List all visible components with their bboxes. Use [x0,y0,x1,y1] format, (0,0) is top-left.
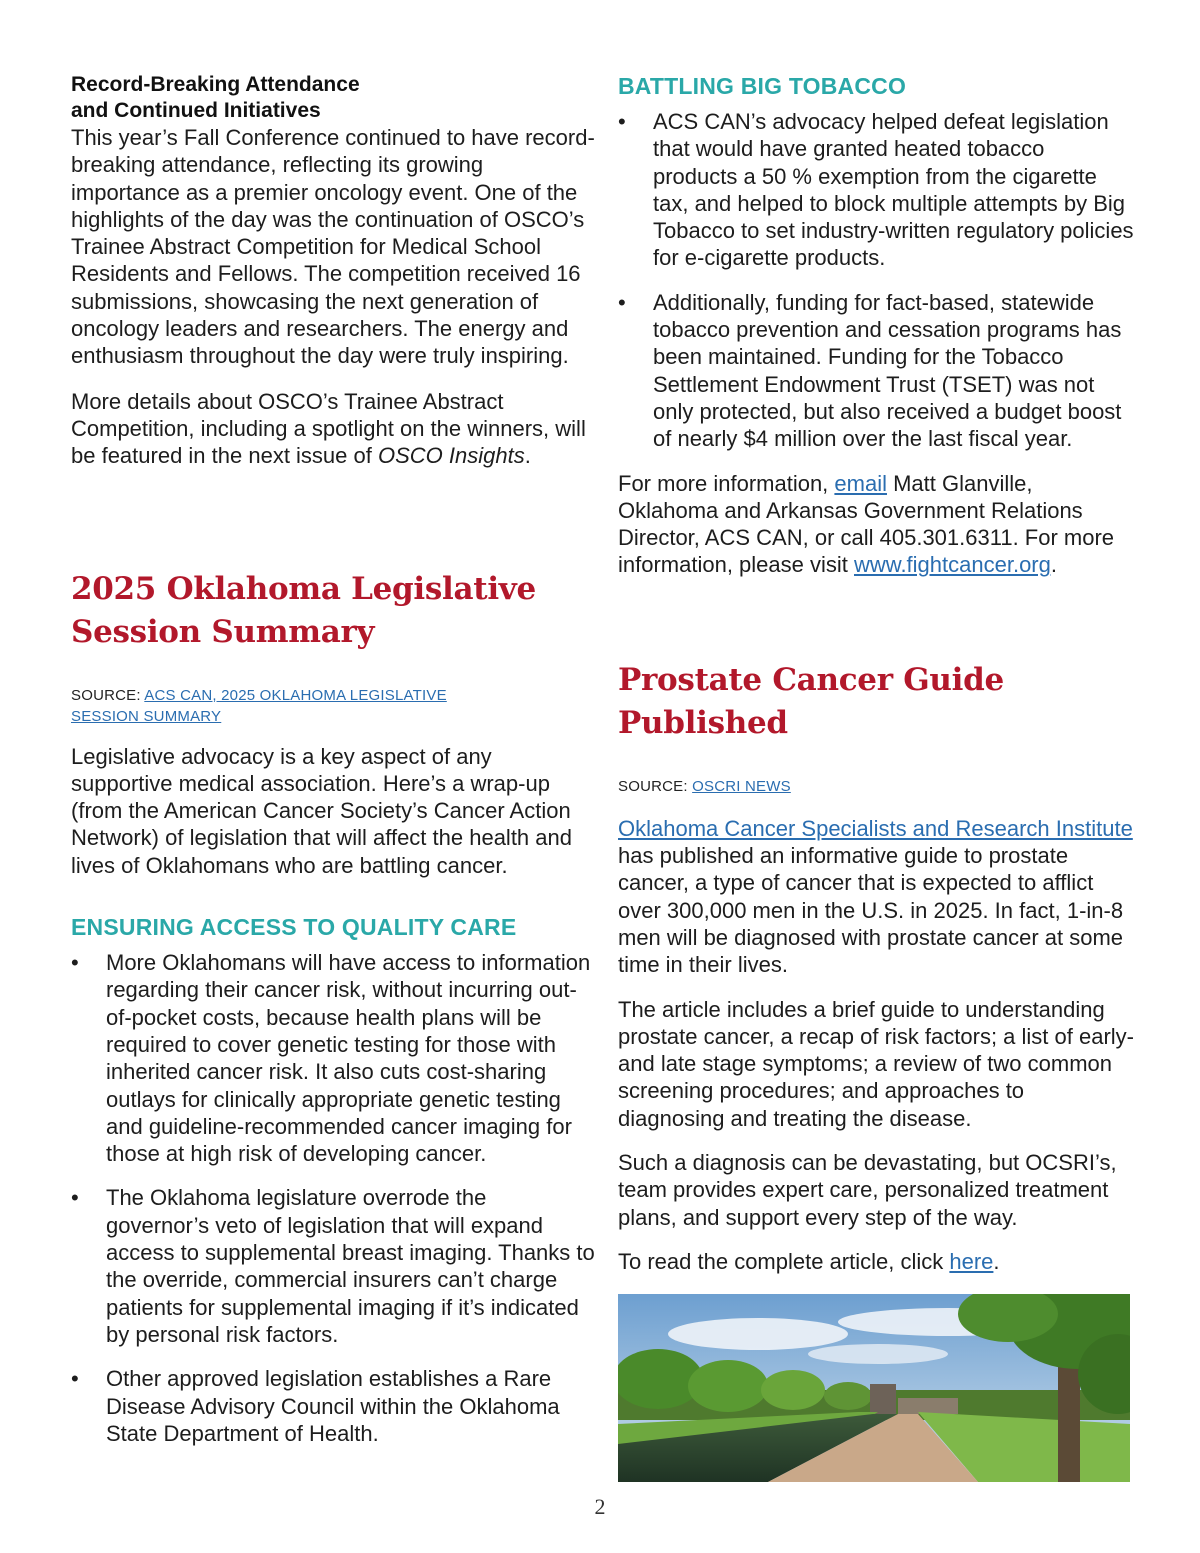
read-article-link[interactable]: here [949,1248,994,1274]
tobacco-list [618,108,1134,453]
bullet-icon: • [71,1366,79,1392]
email-link[interactable]: email [834,470,887,496]
prostate-article-title: Prostate Cancer Guide Published [618,661,1004,741]
list-item: • Additionally, funding for fact-based, statewide tobacco prevention and cessation programs has been maintained. Funding for the Tobacco Settlement Endowment Trust (TSET) was not only protected, but also received a budget boost of nearly $4 million over the last fiscal year. [618,289,1122,452]
acs-can-summary-link[interactable]: ACS CAN, 2025 OKLAHOMA LEGISLATIVE SESSION SUMMARY [71,686,447,725]
intro-heading: Record-Breaking Attendance and Continued Initiatives [71,73,360,122]
intro-paragraph-2: More details about OSCO’s Trainee Abstract Competition, including a spotlight on the winners, will be featured in the next issue of OSCO Insights. [71,388,586,469]
tobacco-contact: For more information, email Matt Glanville, Oklahoma and Arkansas Government Relations Director, ACS CAN, or call 405.301.6311. For more information, please visit www.fightcancer.org. [618,470,1115,578]
fightcancer-link[interactable]: www.fightcancer.org [854,552,1051,578]
access-care-heading: ENSURING ACCESS TO QUALITY CARE [71,914,517,941]
list-item: • ACS CAN’s advocacy helped defeat legislation that would have granted heated tobacco products a 50 % exemption from the cigarette tax, and helped to block multiple attempts by Big Tobacco to set industry-written regulatory policies for e-cigarette products. [618,109,1134,271]
legislative-article-title: 2025 Oklahoma Legislative Session Summary [71,570,536,650]
prostate-paragraph-1: Oklahoma Cancer Specialists and Research Institute has published an informative guide to prostate cancer, a type of cancer that is expected to afflict over 300,000 men in the U.S. in 2025. In fact, 1-in-8 men will be diagnosed with prostate cancer at some time in their lives. [618,815,1133,978]
intro-paragraph: This year’s Fall Conference continued to have record-breaking attendance, reflecting its growing importance as a premier oncology event. One of the highlights of the day was the continuation of OSCO’s Trainee Abstract Competition for Medical School Residents and Fellows. The competition received 16 submissions, showcasing the next generation of oncology leaders and researchers. The energy and enthusiasm throughout the day were truly inspiring. [71,125,595,369]
list-item: • Other approved legislation establishes a Rare Disease Advisory Council within the Oklahoma State Department of Health. [71,1366,560,1446]
prostate-paragraph-3: Such a diagnosis can be devastating, but OCSRI’s, team provides expert care, personalized treatment plans, and support every step of the way. [618,1150,1117,1230]
legislative-intro: Legislative advocacy is a key aspect of any supportive medical association. Here’s a wrap-up (from the American Cancer Society’s Cancer Action Network) of legislation that will affect the health and lives of Oklahomans who are battling cancer. [71,743,572,878]
bullet-icon: • [71,1185,79,1211]
access-care-list [71,949,595,1447]
prostate-paragraph-4: To read the complete article, click here. [618,1248,1000,1274]
prostate-source: SOURCE: OSCRI NEWS [618,777,791,795]
ocsri-link[interactable]: Oklahoma Cancer Specialists and Research Institute [618,815,1133,841]
bullet-icon: • [618,289,626,315]
page-number: 2 [594,1494,606,1519]
memorial-park-photo [618,1294,1130,1482]
oscri-news-link[interactable]: OSCRI NEWS [692,777,791,795]
memorial-park-illustration [618,1294,1130,1482]
left-column [71,0,595,1447]
legislative-source: SOURCE: ACS CAN, 2025 OKLAHOMA LEGISLATIVE SESSION SUMMARY [71,686,447,725]
bullet-icon: • [71,950,79,976]
bullet-icon: • [618,109,626,134]
list-item: • The Oklahoma legislature overrode the governor’s veto of legislation that will expand access to supplemental breast imaging. Thanks to the override, commercial insurers can’t charge patients for supplemental imaging if it’s indicated by personal risk factors. [71,1185,595,1347]
right-column [618,0,1134,1275]
big-tobacco-heading: BATTLING BIG TOBACCO [618,73,907,99]
prostate-paragraph-2: The article includes a brief guide to understanding prostate cancer, a recap of risk factors; a list of early- and late stage symptoms; a review of two common screening procedures; and approaches to diagnosing and treating the disease. [618,996,1134,1131]
list-item: • More Oklahomans will have access to information regarding their cancer risk, without incurring out-of-pocket costs, because health plans will be required to cover genetic testing for those with inherited cancer risk. It also cuts cost-sharing outlays for clinically appropriate genetic testing and guideline-recommended cancer imaging for those at high risk of developing cancer. [71,950,591,1167]
